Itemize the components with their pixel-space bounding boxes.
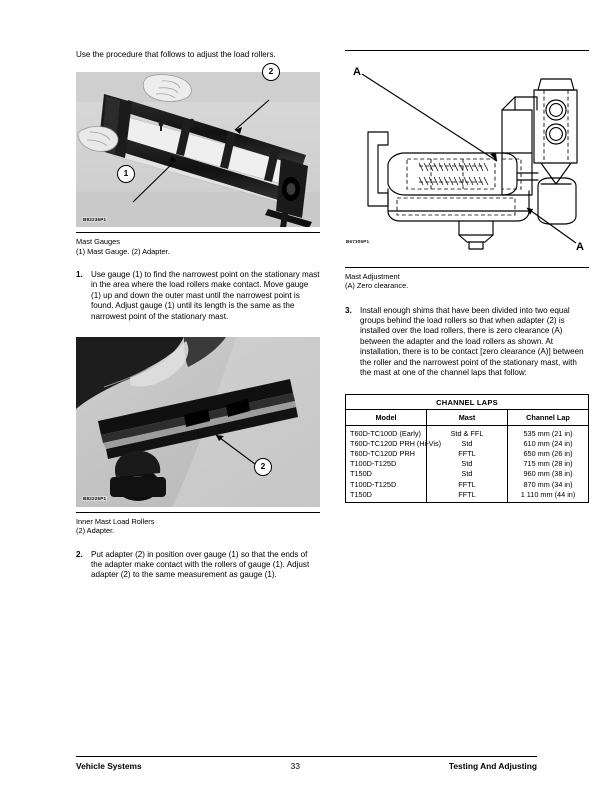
cell-channel-lap: 715 mm (28 in) — [508, 459, 589, 469]
channel-laps-table — [345, 394, 589, 502]
step-1 — [76, 270, 320, 322]
footer-page-number: 33 — [290, 761, 301, 771]
cell-mast: Std — [427, 438, 508, 448]
cell-channel-lap: 535 mm (21 in) — [508, 425, 589, 438]
cell-mast: Std — [427, 459, 508, 469]
table-row — [346, 459, 589, 469]
callout-balloon-2b: 2 — [254, 458, 272, 476]
column-header-channel-lap: Channel Lap — [508, 410, 589, 425]
photo-id-label: B82236P1 — [83, 217, 107, 223]
table-row — [346, 438, 589, 448]
footer-rule — [76, 756, 537, 757]
step-2 — [76, 550, 320, 581]
figure-inner-mast-load-rollers — [76, 337, 320, 507]
photo-mast-gauges — [76, 72, 320, 227]
figure2-divider-rule — [76, 512, 320, 513]
cell-mast: FFTL — [427, 448, 508, 458]
table-row — [346, 425, 589, 438]
column-header-mast: Mast — [427, 410, 508, 425]
right-column — [345, 50, 589, 503]
footer-row — [76, 761, 537, 771]
mast-adjustment-line-drawing — [345, 53, 589, 253]
figure3-bottom-rule — [345, 267, 589, 268]
cell-channel-lap: 650 mm (26 in) — [508, 448, 589, 458]
table-title: CHANNEL LAPS — [346, 395, 589, 410]
cell-model: T60D-TC120D PRH (Hi-Vis) — [346, 438, 427, 448]
cell-mast: Std & FFL — [427, 425, 508, 438]
cell-model: T150D — [346, 489, 427, 502]
table-row — [346, 448, 589, 458]
cell-channel-lap: 610 mm (24 in) — [508, 438, 589, 448]
mast-gauge-photo-illustration — [76, 72, 320, 227]
step-1-text: Use gauge (1) to find the narrowest point on the stationary mast in the area where the load rollers make contact. Move gauge (1) up and down the outer mast until the narrowest point is found. Adjust gauge (1) until its length is the same as the narrowest point of the stationary mast. — [91, 269, 320, 321]
table-title-row — [346, 395, 589, 410]
left-column — [76, 50, 320, 581]
inner-mast-photo-illustration — [76, 337, 320, 507]
figure1-caption-items: (1) Mast Gauge. (2) Adapter. — [76, 246, 170, 256]
step-2-number: 2. — [76, 549, 83, 559]
table-row — [346, 479, 589, 489]
cell-channel-lap: 1 110 mm (44 in) — [508, 489, 589, 502]
column-header-model: Model — [346, 410, 427, 425]
callout-balloon-2: 2 — [262, 63, 280, 81]
step-3-text: Install enough shims that have been divided into two equal groups behind the load rollers so that when adapter (2) is installed over the load rollers, there is zero clearance (A) between the adapter and the load rollers as shown. At installation, there is to be contact [zero clearance (A)] between the roller and the narrowest point of the stationary mast, with the mast at one of the channel laps that follow: — [360, 305, 584, 378]
cell-mast: FFTL — [427, 479, 508, 489]
callout-letter-a-top: A — [353, 66, 361, 78]
cell-model: T100D-T125D — [346, 459, 427, 469]
table-body — [346, 425, 589, 502]
callout-letter-a-bottom: A — [576, 241, 584, 253]
step-3 — [345, 306, 589, 379]
figure-divider-rule — [76, 232, 320, 233]
figure-mast-gauges — [76, 66, 320, 227]
figure2-caption-items: (2) Adapter. — [76, 526, 115, 536]
photo-inner-mast-load-rollers — [76, 337, 320, 507]
figure3-photo-id: B67306P1 — [346, 239, 370, 244]
table-header-row — [346, 410, 589, 425]
page-footer — [76, 756, 537, 771]
figure3-caption-items: (A) Zero clearance. — [345, 281, 409, 291]
figure2-caption-title: Inner Mast Load Rollers — [76, 516, 155, 526]
figure-mast-adjustment — [345, 53, 589, 253]
cell-channel-lap: 870 mm (34 in) — [508, 479, 589, 489]
footer-right-text: Testing And Adjusting — [448, 761, 537, 771]
footer-left-text: Vehicle Systems — [76, 761, 142, 771]
photo-id-label: B82226P1 — [83, 495, 107, 501]
step-3-number: 3. — [345, 305, 352, 315]
table-row — [346, 469, 589, 479]
step-2-text: Put adapter (2) in position over gauge (1) so that the ends of the adapter make contact with the rollers of gauge (1). Adjust adapter (2) to the same measurement as gauge (1). — [91, 549, 310, 580]
figure1-caption-title: Mast Gauges — [76, 237, 120, 247]
cell-mast: FFTL — [427, 489, 508, 502]
cell-model: T60D-TC120D PRH — [346, 448, 427, 458]
figure3-top-rule — [345, 50, 589, 51]
intro-paragraph: Use the procedure that follows to adjust the load rollers. — [76, 50, 276, 59]
cell-model: T60D-TC100D (Early) — [346, 425, 427, 438]
cell-mast: Std — [427, 469, 508, 479]
callout-balloon-1: 1 — [117, 165, 135, 183]
cell-channel-lap: 960 mm (38 in) — [508, 469, 589, 479]
cell-model: T100D-T125D — [346, 479, 427, 489]
step-1-number: 1. — [76, 269, 83, 279]
cell-model: T150D — [346, 469, 427, 479]
table-row — [346, 489, 589, 502]
figure3-caption-title: Mast Adjustment — [345, 272, 400, 281]
